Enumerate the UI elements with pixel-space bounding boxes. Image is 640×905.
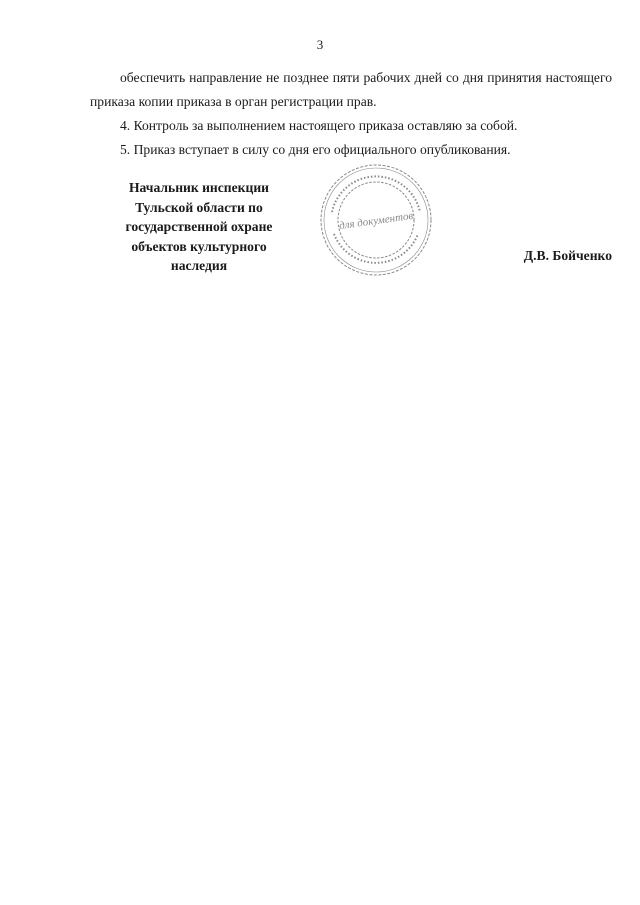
position-line: объектов культурного (131, 238, 267, 254)
position-line: наследия (170, 258, 228, 273)
order-text (90, 66, 612, 162)
position-line: Тульской области по (135, 199, 263, 215)
position-line: государственной охране (125, 219, 273, 234)
paragraph-item-5: 5. Приказ вступает в силу со дня его официального опубликования. (120, 142, 511, 157)
position-line: Начальник инспекции (128, 180, 269, 195)
svg-text:для документов: для документов (338, 209, 414, 233)
signature-block (90, 178, 612, 288)
signatory-position (110, 178, 288, 276)
page-number: 3 (316, 37, 324, 52)
paragraph-continuation: обеспечить направление не позднее пяти рабочих дней со дня принятия настоящего приказа копии приказа в орган регистрации прав. (90, 70, 612, 109)
signatory-name: Д.В. Бойченко (523, 248, 612, 263)
official-seal-stamp (318, 162, 434, 278)
paragraph-item-4: 4. Контроль за выполнением настоящего приказа оставляю за собой. (120, 118, 518, 133)
